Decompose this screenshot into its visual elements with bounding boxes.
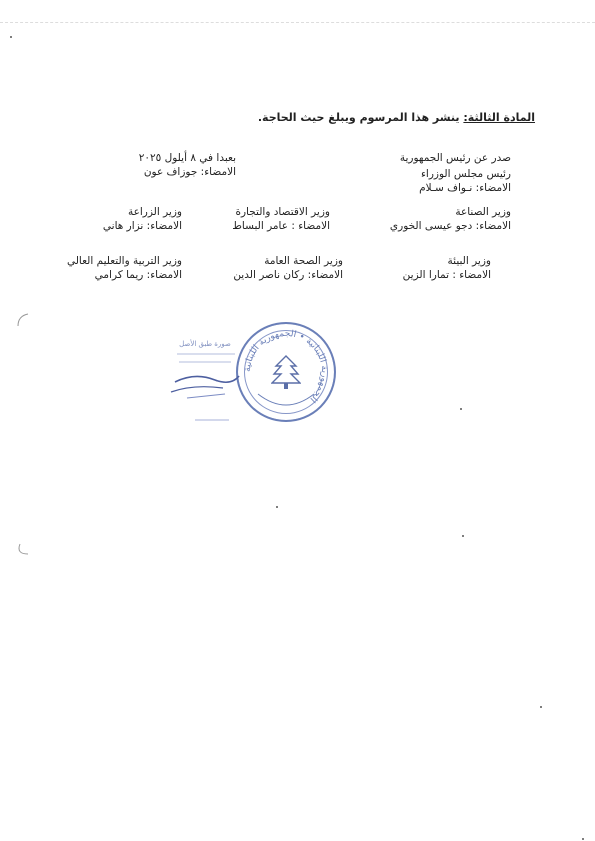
minister-education-title: وزير التربية والتعليم العالي <box>66 255 182 267</box>
punch-hole-mark <box>14 312 30 328</box>
svg-text:صورة طبق الأصل: صورة طبق الأصل <box>179 340 231 348</box>
minister-economy-signature: الامضاء : عامر البساط <box>232 220 330 232</box>
minister-environment-title: وزير البيئة <box>447 255 491 267</box>
punch-hole-mark <box>14 542 32 558</box>
minister-agriculture-title: وزير الزراعة <box>128 206 182 218</box>
issued-by-president: صدر عن رئيس الجمهورية <box>399 152 511 164</box>
scan-edge-line <box>0 22 595 53</box>
minister-industry-title: وزير الصناعة <box>455 206 511 218</box>
article-label: المادة الثالثة: <box>463 111 535 124</box>
minister-industry-signature: الامضاء: دجو عيسى الخوري <box>389 220 511 232</box>
scan-speck <box>460 408 462 410</box>
prime-minister-title: رئيس مجلس الوزراء <box>420 168 511 180</box>
minister-health-signature: الامضاء: ركان ناصر الدين <box>233 269 343 281</box>
article-three <box>258 111 535 124</box>
minister-environment-signature: الامضاء : تمارا الزين <box>402 269 491 281</box>
scan-speck <box>10 36 12 38</box>
issued-place-date: بعبدا في ٨ أيلول ٢٠٢٥ <box>138 152 236 164</box>
article-text: ينشر هذا المرسوم ويبلغ حيث الحاجة. <box>257 111 460 124</box>
scan-speck <box>582 838 584 840</box>
cedar-icon <box>271 354 301 390</box>
minister-health-title: وزير الصحة العامة <box>264 255 343 267</box>
scan-speck <box>276 506 278 508</box>
official-seal-stamp <box>236 322 336 422</box>
scan-speck <box>462 535 464 537</box>
svg-text:الجمهورية اللبنانية • الجمهوري: الجمهورية اللبنانية • الجمهورية اللبنانية <box>242 328 330 405</box>
handwritten-signature <box>165 336 245 426</box>
minister-economy-title: وزير الاقتصاد والتجارة <box>235 206 330 218</box>
minister-agriculture-signature: الامضاء: نزار هاني <box>102 220 182 232</box>
prime-minister-signature: الامضاء: نـواف سـلام <box>419 182 511 194</box>
scan-speck <box>540 706 542 708</box>
minister-education-signature: الامضاء: ريما كرامي <box>94 269 182 281</box>
president-signature: الامضاء: جوزاف عون <box>143 166 236 178</box>
